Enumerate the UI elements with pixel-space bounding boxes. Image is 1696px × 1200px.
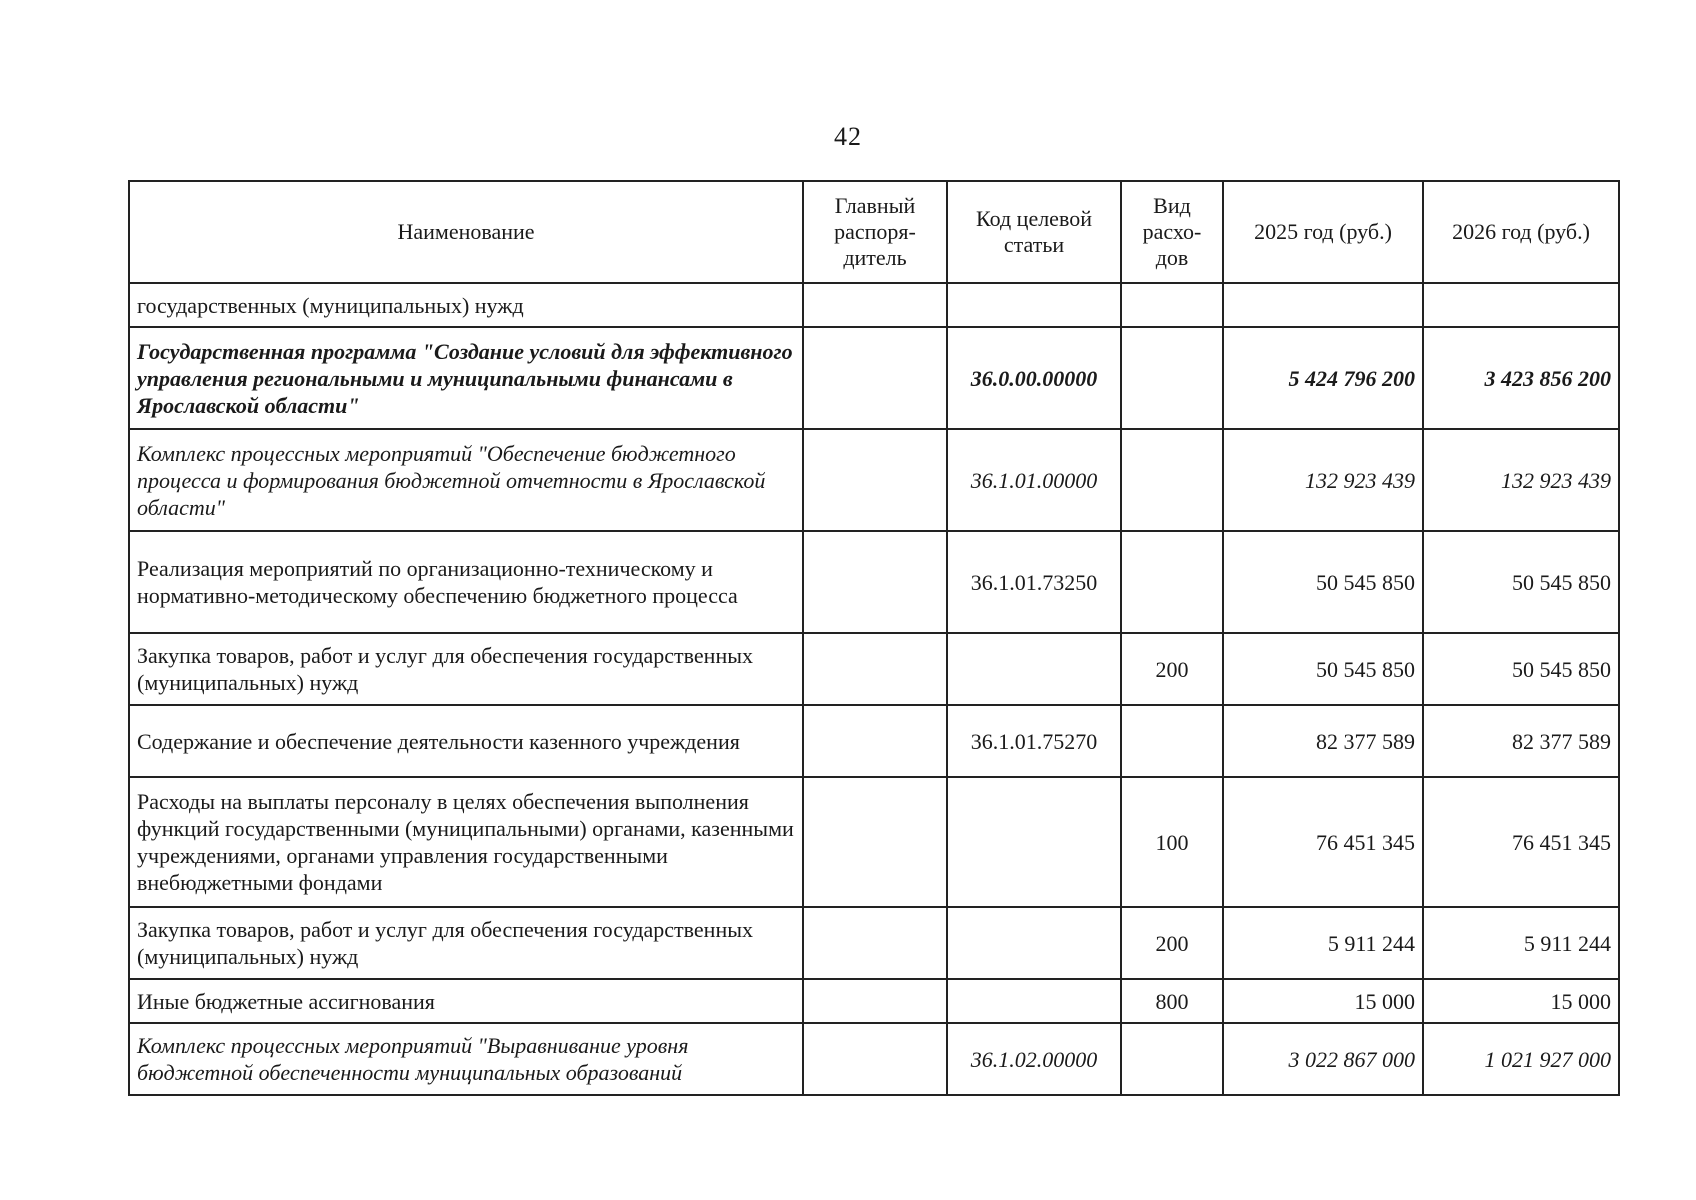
cell-manager bbox=[803, 907, 947, 979]
table-row bbox=[129, 907, 1619, 979]
header-manager: Главный распоря-дитель bbox=[803, 181, 947, 283]
cell-2025: 50 545 850 bbox=[1223, 531, 1423, 633]
cell-code: 36.1.01.00000 bbox=[947, 429, 1121, 531]
header-2026: 2026 год (руб.) bbox=[1423, 181, 1619, 283]
cell-name: Комплекс процессных мероприятий "Выравнивание уровня бюджетной обеспеченности муниципальных образований bbox=[129, 1023, 803, 1095]
cell-2026: 50 545 850 bbox=[1423, 531, 1619, 633]
cell-vid bbox=[1121, 1023, 1223, 1095]
cell-manager bbox=[803, 1023, 947, 1095]
cell-vid bbox=[1121, 283, 1223, 327]
cell-code bbox=[947, 283, 1121, 327]
cell-code: 36.1.01.73250 bbox=[947, 531, 1121, 633]
cell-2026 bbox=[1423, 283, 1619, 327]
cell-2026: 15 000 bbox=[1423, 979, 1619, 1023]
cell-2026: 1 021 927 000 bbox=[1423, 1023, 1619, 1095]
cell-2025: 5 911 244 bbox=[1223, 907, 1423, 979]
cell-code: 36.1.01.75270 bbox=[947, 705, 1121, 777]
cell-manager bbox=[803, 327, 947, 429]
cell-2025: 132 923 439 bbox=[1223, 429, 1423, 531]
cell-code bbox=[947, 907, 1121, 979]
cell-2026: 132 923 439 bbox=[1423, 429, 1619, 531]
table-row bbox=[129, 283, 1619, 327]
cell-name: Закупка товаров, работ и услуг для обеспечения государственных (муниципальных) нужд bbox=[129, 633, 803, 705]
cell-2025 bbox=[1223, 283, 1423, 327]
cell-code: 36.1.02.00000 bbox=[947, 1023, 1121, 1095]
table-header-row bbox=[129, 181, 1619, 283]
cell-manager bbox=[803, 705, 947, 777]
cell-2026: 82 377 589 bbox=[1423, 705, 1619, 777]
cell-name: государственных (муниципальных) нужд bbox=[129, 283, 803, 327]
cell-vid bbox=[1121, 327, 1223, 429]
cell-2026: 5 911 244 bbox=[1423, 907, 1619, 979]
header-2025: 2025 год (руб.) bbox=[1223, 181, 1423, 283]
table-row bbox=[129, 429, 1619, 531]
cell-vid bbox=[1121, 429, 1223, 531]
cell-code bbox=[947, 777, 1121, 907]
budget-table bbox=[128, 180, 1620, 1096]
table-row bbox=[129, 1023, 1619, 1095]
cell-name: Закупка товаров, работ и услуг для обеспечения государственных (муниципальных) нужд bbox=[129, 907, 803, 979]
cell-name: Иные бюджетные ассигнования bbox=[129, 979, 803, 1023]
cell-manager bbox=[803, 777, 947, 907]
cell-vid: 200 bbox=[1121, 633, 1223, 705]
cell-code bbox=[947, 633, 1121, 705]
cell-2026: 3 423 856 200 bbox=[1423, 327, 1619, 429]
table-row bbox=[129, 777, 1619, 907]
cell-vid bbox=[1121, 531, 1223, 633]
cell-manager bbox=[803, 531, 947, 633]
cell-name: Расходы на выплаты персоналу в целях обеспечения выполнения функций государственными (муниципальными) органами, казенными учреждениями, органами управления государственными внебюджетными фондами bbox=[129, 777, 803, 907]
table-row bbox=[129, 705, 1619, 777]
cell-2026: 76 451 345 bbox=[1423, 777, 1619, 907]
cell-2025: 82 377 589 bbox=[1223, 705, 1423, 777]
cell-2025: 15 000 bbox=[1223, 979, 1423, 1023]
cell-manager bbox=[803, 979, 947, 1023]
header-vid: Вид расхо-дов bbox=[1121, 181, 1223, 283]
cell-2025: 5 424 796 200 bbox=[1223, 327, 1423, 429]
table-row bbox=[129, 327, 1619, 429]
table-row bbox=[129, 531, 1619, 633]
cell-manager bbox=[803, 633, 947, 705]
cell-code: 36.0.00.00000 bbox=[947, 327, 1121, 429]
cell-vid bbox=[1121, 705, 1223, 777]
cell-name: Комплекс процессных мероприятий "Обеспечение бюджетного процесса и формирования бюджетной отчетности в Ярославской области" bbox=[129, 429, 803, 531]
cell-manager bbox=[803, 429, 947, 531]
cell-2026: 50 545 850 bbox=[1423, 633, 1619, 705]
table-row bbox=[129, 979, 1619, 1023]
cell-2025: 50 545 850 bbox=[1223, 633, 1423, 705]
table-row bbox=[129, 633, 1619, 705]
cell-vid: 800 bbox=[1121, 979, 1223, 1023]
header-code: Код целевой статьи bbox=[947, 181, 1121, 283]
cell-name: Реализация мероприятий по организационно-техническому и нормативно-методическому обеспечению бюджетного процесса bbox=[129, 531, 803, 633]
cell-code bbox=[947, 979, 1121, 1023]
cell-manager bbox=[803, 283, 947, 327]
cell-name: Содержание и обеспечение деятельности казенного учреждения bbox=[129, 705, 803, 777]
page-number: 42 bbox=[834, 122, 862, 151]
cell-vid: 200 bbox=[1121, 907, 1223, 979]
cell-name: Государственная программа "Создание условий для эффективного управления региональными и муниципальными финансами в Ярославской области" bbox=[129, 327, 803, 429]
header-name: Наименование bbox=[129, 181, 803, 283]
cell-2025: 76 451 345 bbox=[1223, 777, 1423, 907]
cell-2025: 3 022 867 000 bbox=[1223, 1023, 1423, 1095]
cell-vid: 100 bbox=[1121, 777, 1223, 907]
